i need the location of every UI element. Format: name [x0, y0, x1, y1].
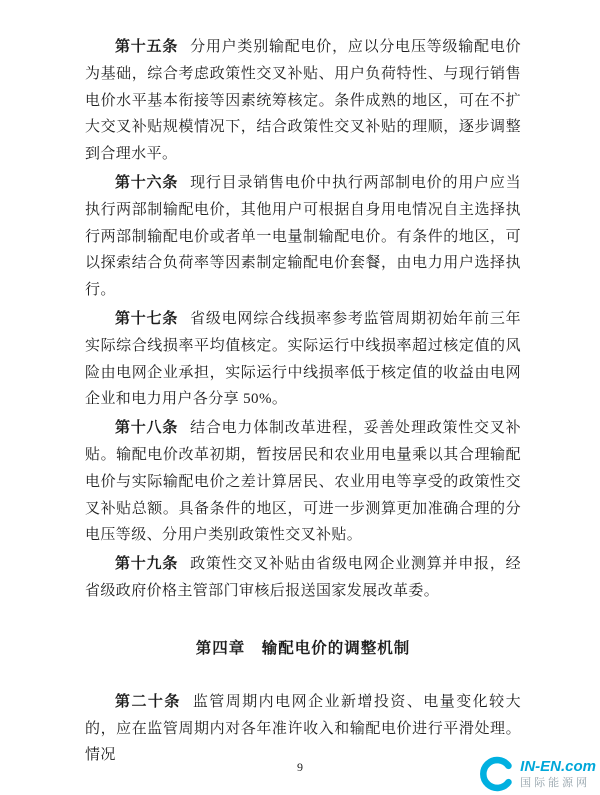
article-16-text: 现行目录销售电价中执行两部制电价的用户应当执行两部制输配电价，其他用户可根据自身用电情况自主选择执行两部制输配电价或者单一电量制输配电价。有条件的地区，可以探索结合负荷率等因素制定输配电价套餐，由电力用户选择执行。: [85, 174, 521, 299]
page-number: 9: [297, 760, 303, 774]
chapter-heading: 第四章 输配电价的调整机制: [195, 639, 411, 657]
article-16-number: 第十六条: [115, 173, 179, 191]
article-20: [85, 689, 521, 769]
article-15-number: 第十五条: [115, 38, 179, 55]
article-20-number: 第二十条: [115, 692, 181, 710]
article-18-number: 第十八条: [115, 419, 179, 437]
article-20-text: 监管周期内电网企业新增投资、电量变化较大的，应在监管周期内对各年准许收入和输配电价进行平滑处理。情况: [85, 693, 521, 764]
article-19-number: 第十九条: [115, 555, 179, 573]
article-17-text: 省级电网综合线损率参考监管周期初始年前三年实际综合线损率平均值核定。实际运行中线损率超过核定值的风险由电网企业承担，实际运行中线损率低于核定值的收益由电网企业和电力用户各分享 50%。: [85, 310, 521, 408]
article-19-text: 政策性交叉补贴由省级电网企业测算并申报，经省级政府价格主管部门审核后报送国家发展改革委。: [85, 556, 521, 599]
article-16: [85, 170, 521, 304]
document-body: [85, 34, 521, 771]
inen-watermark: [479, 756, 596, 792]
article-19: [85, 551, 521, 605]
article-18: [85, 415, 521, 549]
article-15: [85, 34, 521, 168]
article-15-text: 分用户类别输配电价，应以分电压等级输配电价为基础，综合考虑政策性交叉补贴、用户负荷特性、与现行销售电价水平基本衔接等因素统筹核定。条件成熟的地区，可在不扩大交叉补贴规模情况下，结合政策性交叉补贴的理顺，逐步调整到合理水平。: [85, 39, 521, 163]
article-17-number: 第十七条: [115, 309, 179, 327]
article-17: [85, 306, 521, 413]
watermark-site-chinese: 国际能源网: [520, 776, 591, 789]
inen-logo-icon: [479, 756, 515, 792]
article-18-text: 结合电力体制改革进程，妥善处理政策性交叉补贴。输配电价改革初期，暂按居民和农业用电量乘以其合理输配电价与实际输配电价之差计算居民、农业用电等享受的政策性交叉补贴总额。具备条件的地区，可进一步测算更加准确合理的分电压等级、分用户类别政策性交叉补贴。: [85, 420, 521, 544]
watermark-site-name: IN-EN.com: [520, 758, 596, 776]
inen-watermark-text: [520, 759, 596, 789]
